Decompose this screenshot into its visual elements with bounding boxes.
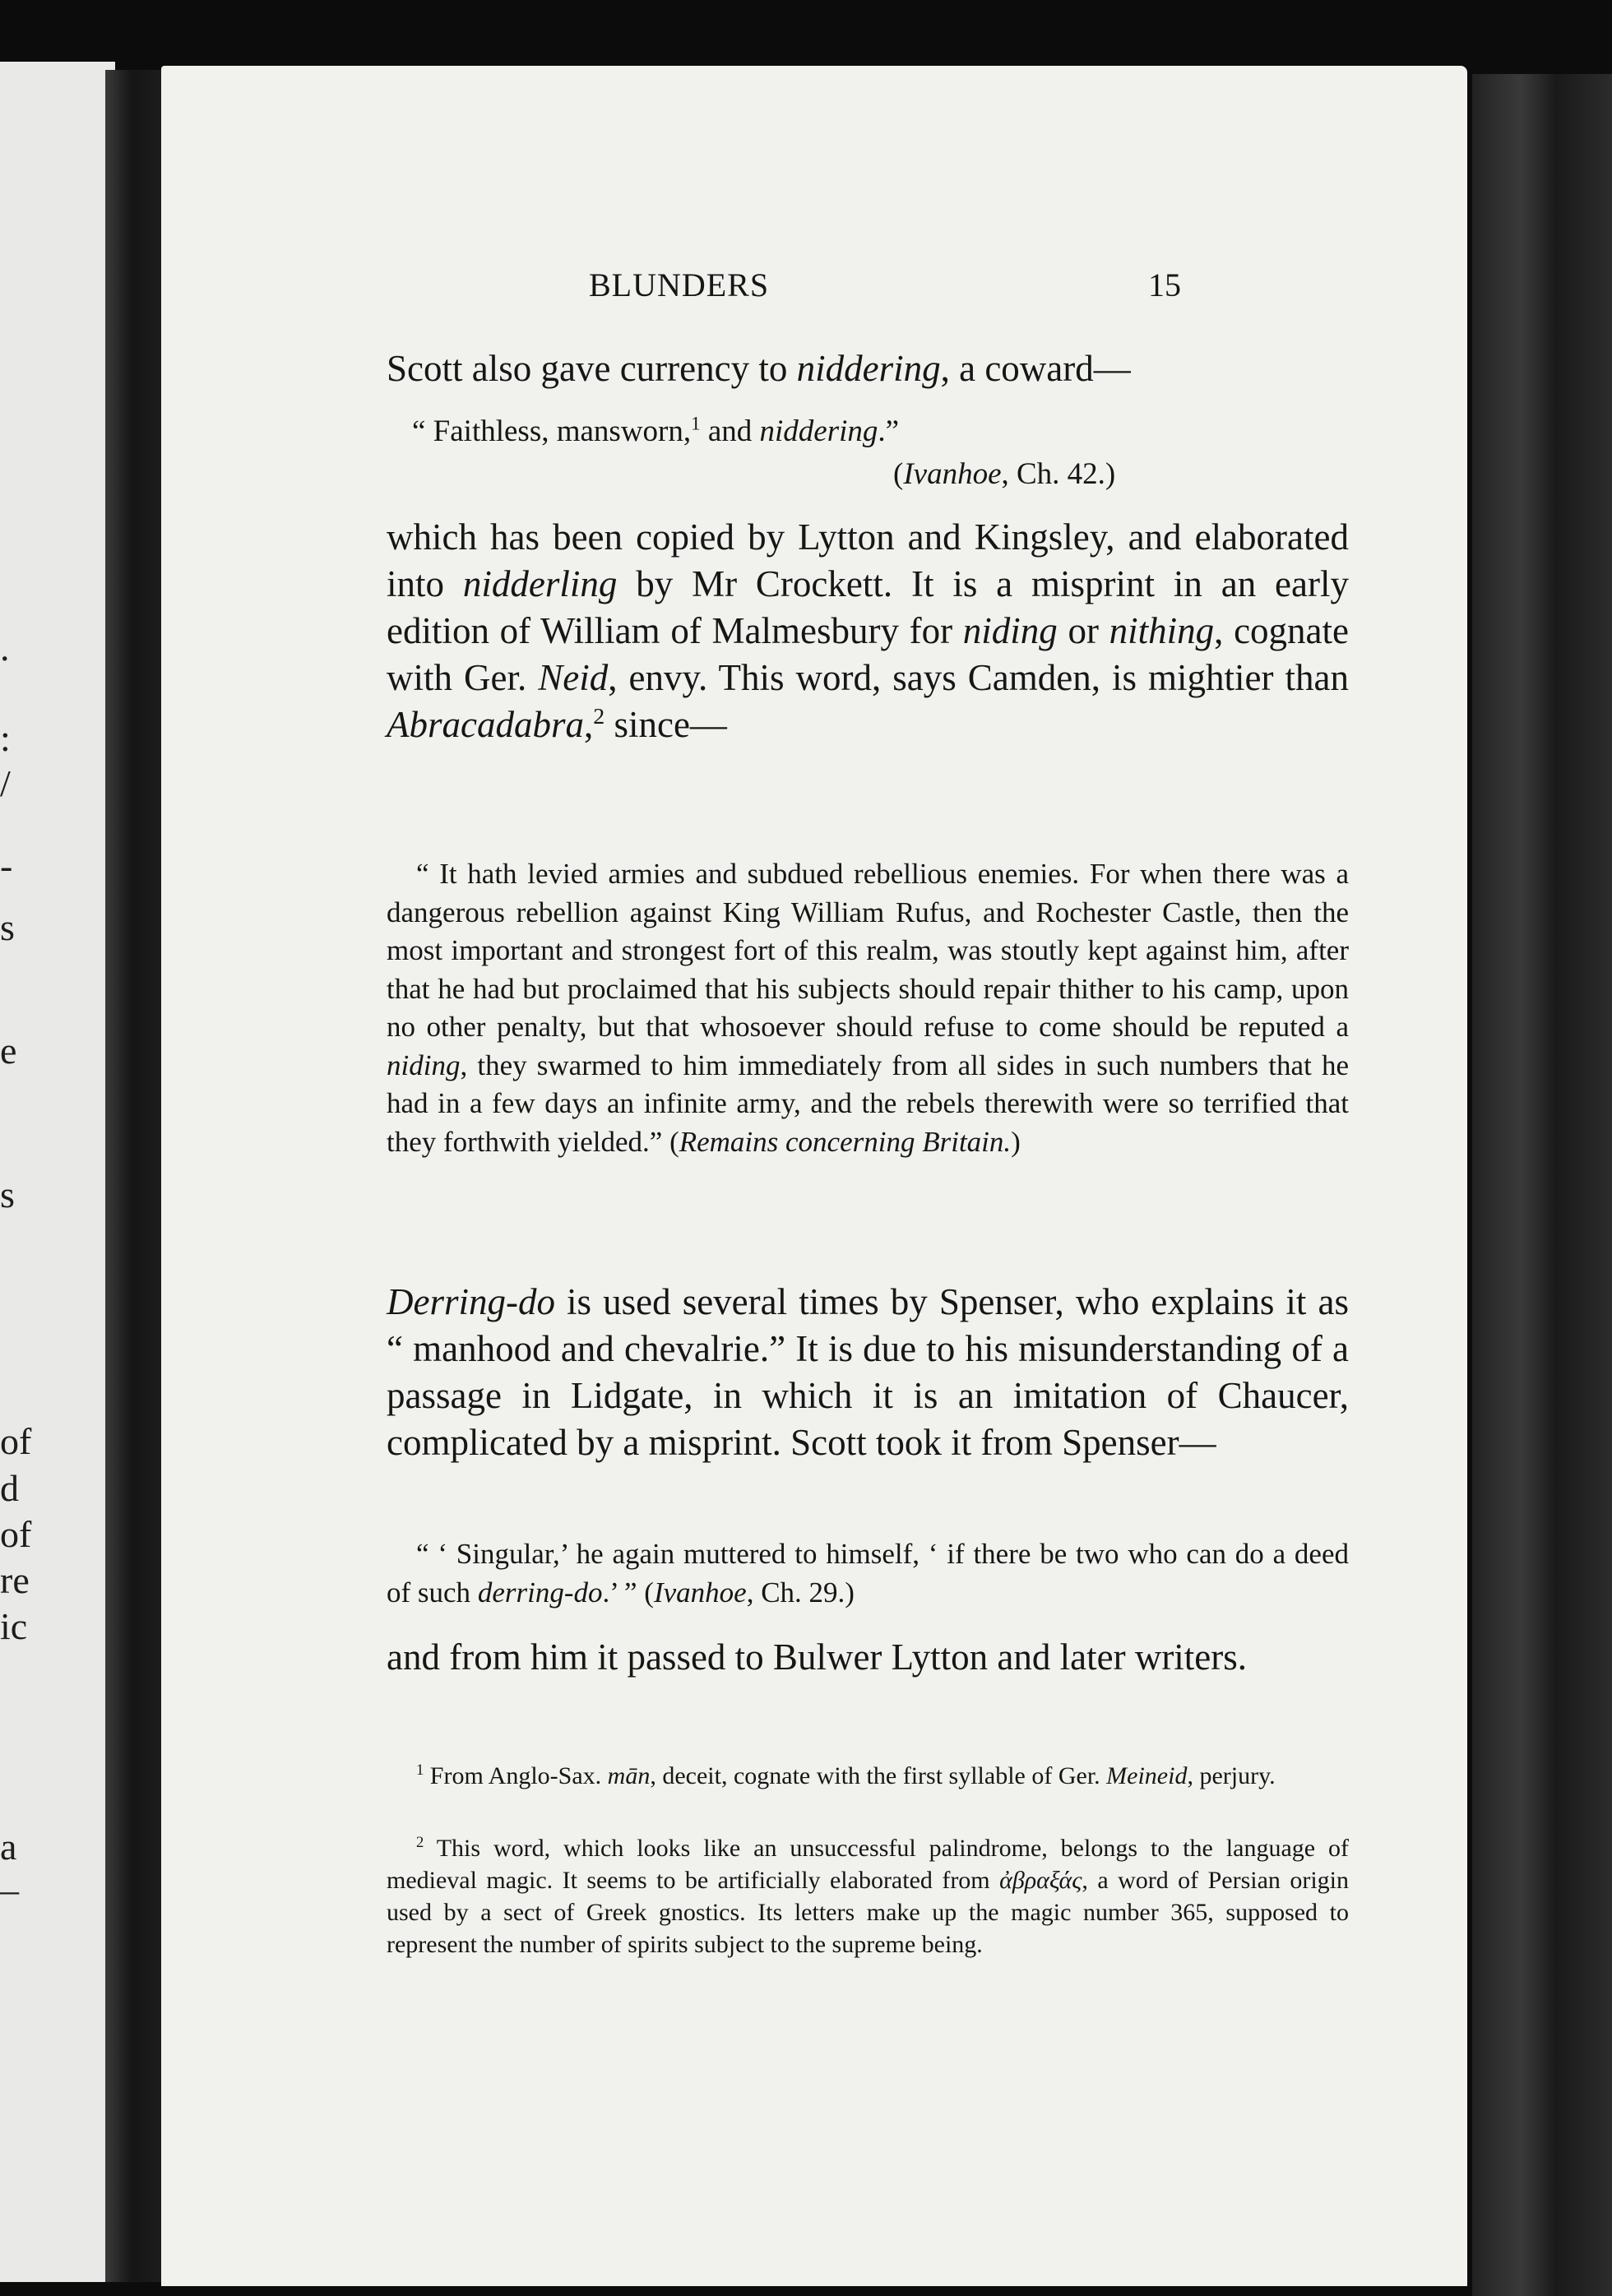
- left-page-fragment: d: [0, 1467, 19, 1509]
- camden-quote: “ It hath levied armies and subdued rebellious enemies. For when there was a dangerous rebellion against King William Rufus, and Rochester Castle, then the most important and strongest fort of this realm, was stoutly kept against him, after that he had but proclaimed that his subjects should repair thither to his camp, upon no other penalty, but that whosoever should refuse to come should be reputed a niding, they swarmed to him immediately from all sides in such numbers that he had in a few days an infinite army, and the rebels therewith were so terrified that they forthwith yielded.” (Remains concerning Britain.): [387, 858, 1349, 1158]
- paragraph-4: and from him it passed to Bulwer Lytton and later writers.: [387, 1636, 1248, 1678]
- paragraph-1: Scott also gave currency to niddering, a coward—: [387, 348, 1131, 389]
- footnote-ref-2: 2: [593, 704, 605, 729]
- left-page-fragment: of: [0, 1513, 32, 1555]
- book-edge: [1472, 74, 1612, 2296]
- verse-citation: (Ivanhoe, Ch. 42.): [893, 457, 1116, 491]
- page-number: 15: [1148, 266, 1181, 303]
- running-title: BLUNDERS: [589, 266, 770, 303]
- left-page-fragment: /: [0, 762, 11, 804]
- left-page-fragment: .: [0, 627, 10, 669]
- left-page-fragment: s: [0, 906, 15, 948]
- left-page-fragment: re: [0, 1559, 30, 1601]
- term-niddering: niddering: [796, 348, 941, 389]
- left-page-fragment: e: [0, 1030, 17, 1072]
- footnote-2: $^2$ This word, which looks like an unsuccessful palindrome, belongs to the language of medieval magic. It seems to be artificially elaborated from ἀβραξάς, a word of Persian origin used by a sect of Greek gnostics. Its letters make up the magic number 365, supposed to represent the number of spirits subject to the supreme being.: [387, 1834, 1350, 1958]
- left-page-fragment: –: [0, 1868, 19, 1910]
- left-page-fragment: of: [0, 1420, 32, 1462]
- left-page-fragment: :: [0, 717, 11, 759]
- book-page: [161, 66, 1467, 2286]
- footnote-1: $^1$ From Anglo-Sax. mān, deceit, cognate with the first syllable of Ger. Meineid, perjury.: [416, 1761, 1276, 1789]
- verse-quote: “ Faithless, mansworn,$^1$ and niddering.”: [412, 413, 900, 448]
- footnote-ref-1: 1: [691, 413, 701, 434]
- left-page-fragment: ic: [0, 1605, 28, 1647]
- left-page-fragment: a: [0, 1826, 17, 1868]
- left-page-fragment: s: [0, 1173, 15, 1215]
- paragraph-2: which has been copied by Lytton and Kingsley, and elaborated into nidderling by Mr Crockett. It is a misprint in an early edition of William of Malmesbury for niding or nithing, cognate with Ger. Neid, envy. This word, says Camden, is mightier than Abracadabra,$^2$ since—: [387, 516, 1350, 745]
- ivanhoe-quote: “ ‘ Singular,’ he again muttered to himself, ‘ if there be two who can do a deed of such derring-do.’ ” (Ivanhoe, Ch. 29.): [387, 1538, 1349, 1609]
- adjacent-page: [0, 62, 115, 2282]
- paragraph-3: Derring-do is used several times by Spenser, who explains it as “ manhood and chevalrie.” It is due to his misunderstanding of a passage in Lidgate, in which it is an imitation of Chaucer, complicated by a misprint. Scott took it from Spenser—: [387, 1281, 1349, 1463]
- left-page-fragment: -: [0, 845, 13, 886]
